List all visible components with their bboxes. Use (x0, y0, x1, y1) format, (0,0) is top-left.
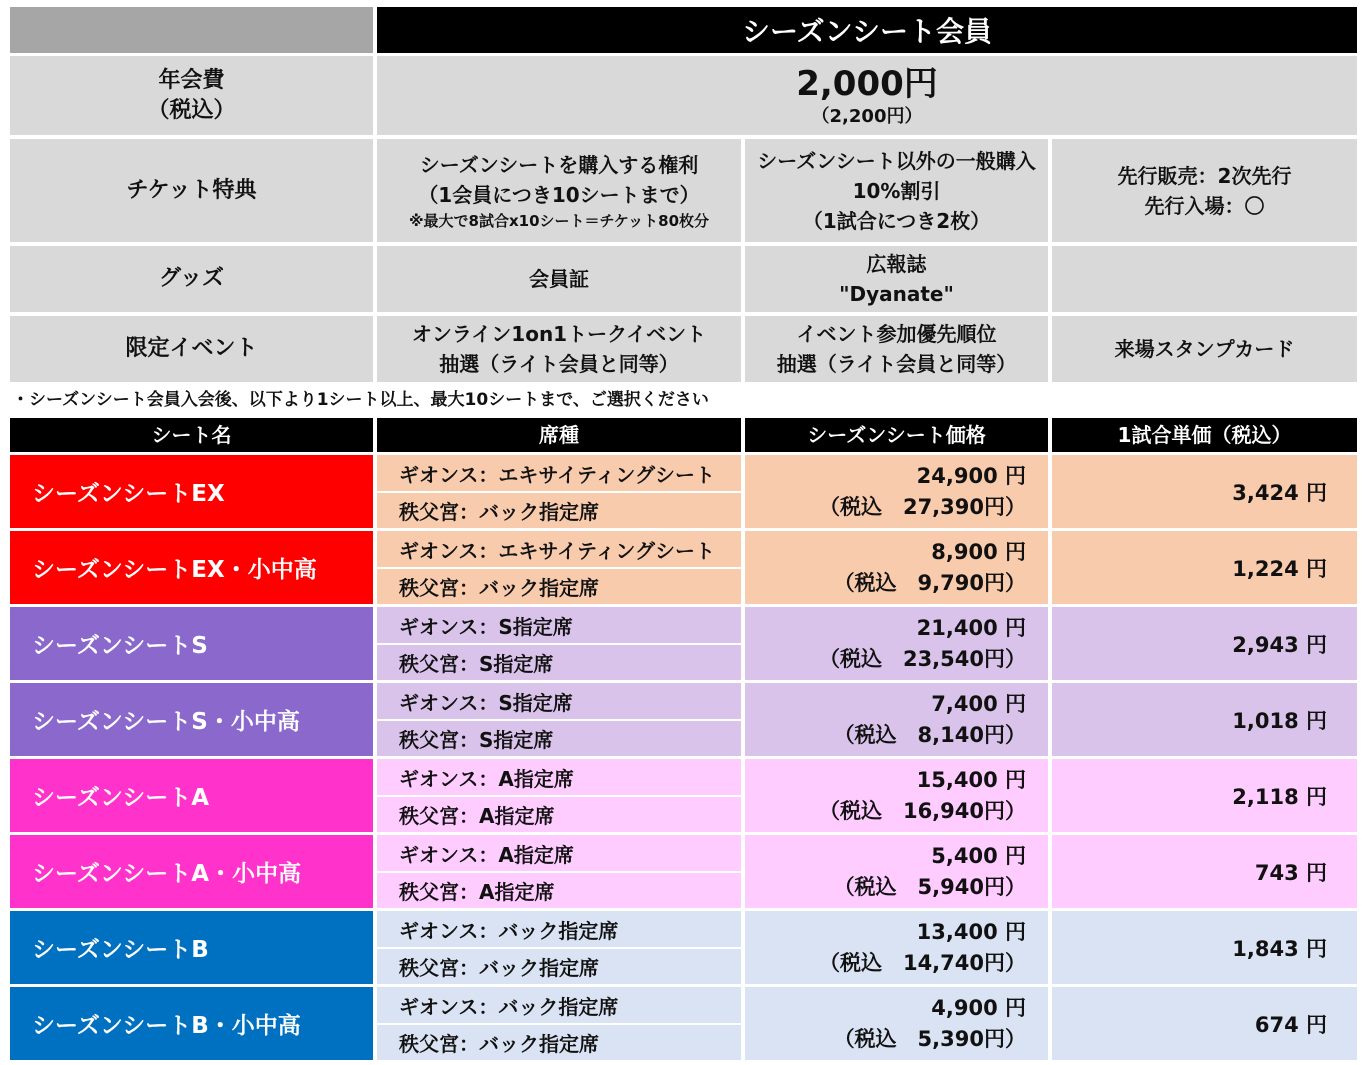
unit-price: 1,224 円 (1052, 531, 1357, 604)
col-header-seat-name: シート名 (10, 418, 373, 452)
ticket-benefit-3: 先行販売：2次先行 先行入場：〇 (1052, 139, 1357, 242)
unit-price: 743 円 (1052, 835, 1357, 908)
seat-type-chichibunomiya: 秩父宮：A指定席 (377, 797, 741, 832)
seat-name: シーズンシートEX・小中高 (10, 531, 373, 604)
season-price: 21,400 円 （税込 23,540円） (745, 607, 1048, 680)
seat-type-gions: ギオンス：エキサイティングシート (377, 531, 741, 567)
fee-label: 年会費 （税込） (10, 56, 373, 135)
fee-value: 2,000円 （2,200円） (377, 56, 1357, 135)
seat-name: シーズンシートS (10, 607, 373, 680)
ticket-benefit-1: シーズンシートを購入する権利 （1会員につき10シートまで） ※最大で8試合x10シート＝チケット80枚分 (377, 139, 741, 242)
season-price: 4,900 円 （税込 5,390円） (745, 987, 1048, 1060)
season-price: 7,400 円 （税込 8,140円） (745, 683, 1048, 756)
goods-benefit-2: 広報誌 "Dyanate" (745, 246, 1048, 312)
unit-price: 1,843 円 (1052, 911, 1357, 984)
season-price: 13,400 円 （税込 14,740円） (745, 911, 1048, 984)
seat-type-gions: ギオンス：バック指定席 (377, 911, 741, 947)
season-price: 8,900 円 （税込 9,790円） (745, 531, 1048, 604)
seat-type-gions: ギオンス：エキサイティングシート (377, 455, 741, 491)
seat-type-chichibunomiya: 秩父宮：A指定席 (377, 873, 741, 908)
selection-note: ・シーズンシート会員入会後、以下より1シート以上、最大10シートまで、ご選択ください (12, 390, 709, 410)
goods-label: グッズ (10, 246, 373, 312)
season-price: 24,900 円 （税込 27,390円） (745, 455, 1048, 528)
seat-name: シーズンシートS・小中高 (10, 683, 373, 756)
seat-type-chichibunomiya: 秩父宮：バック指定席 (377, 1025, 741, 1060)
event-label: 限定イベント (10, 316, 373, 382)
seat-type-chichibunomiya: 秩父宮：バック指定席 (377, 949, 741, 984)
ticket-label: チケット特典 (10, 139, 373, 242)
unit-price: 674 円 (1052, 987, 1357, 1060)
event-benefit-2: イベント参加優先順位 抽選（ライト会員と同等） (745, 316, 1048, 382)
seat-type-chichibunomiya: 秩父宮：S指定席 (377, 645, 741, 680)
seat-type-gions: ギオンス：A指定席 (377, 835, 741, 871)
header-corner (10, 7, 373, 53)
seat-type-gions: ギオンス：S指定席 (377, 683, 741, 719)
seat-type-gions: ギオンス：バック指定席 (377, 987, 741, 1023)
col-header-season-price: シーズンシート価格 (745, 418, 1048, 452)
seat-name: シーズンシートB (10, 911, 373, 984)
event-benefit-1: オンライン1on1トークイベント 抽選（ライト会員と同等） (377, 316, 741, 382)
seat-name: シーズンシートB・小中高 (10, 987, 373, 1060)
seat-type-gions: ギオンス：A指定席 (377, 759, 741, 795)
goods-benefit-1: 会員証 (377, 246, 741, 312)
seat-type-chichibunomiya: 秩父宮：S指定席 (377, 721, 741, 756)
membership-title: シーズンシート会員 (377, 7, 1357, 53)
seat-name: シーズンシートA (10, 759, 373, 832)
unit-price: 1,018 円 (1052, 683, 1357, 756)
seat-name: シーズンシートEX (10, 455, 373, 528)
ticket-benefit-2: シーズンシート以外の一般購入 10%割引 （1試合につき2枚） (745, 139, 1048, 242)
col-header-seat-type: 席種 (377, 418, 741, 452)
unit-price: 3,424 円 (1052, 455, 1357, 528)
goods-benefit-3 (1052, 246, 1357, 312)
unit-price: 2,118 円 (1052, 759, 1357, 832)
event-benefit-3: 来場スタンプカード (1052, 316, 1357, 382)
seat-type-chichibunomiya: 秩父宮：バック指定席 (377, 569, 741, 604)
seat-type-gions: ギオンス：S指定席 (377, 607, 741, 643)
season-price: 5,400 円 （税込 5,940円） (745, 835, 1048, 908)
unit-price: 2,943 円 (1052, 607, 1357, 680)
seat-type-chichibunomiya: 秩父宮：バック指定席 (377, 493, 741, 528)
seat-name: シーズンシートA・小中高 (10, 835, 373, 908)
col-header-unit-price: 1試合単価（税込） (1052, 418, 1357, 452)
season-price: 15,400 円 （税込 16,940円） (745, 759, 1048, 832)
